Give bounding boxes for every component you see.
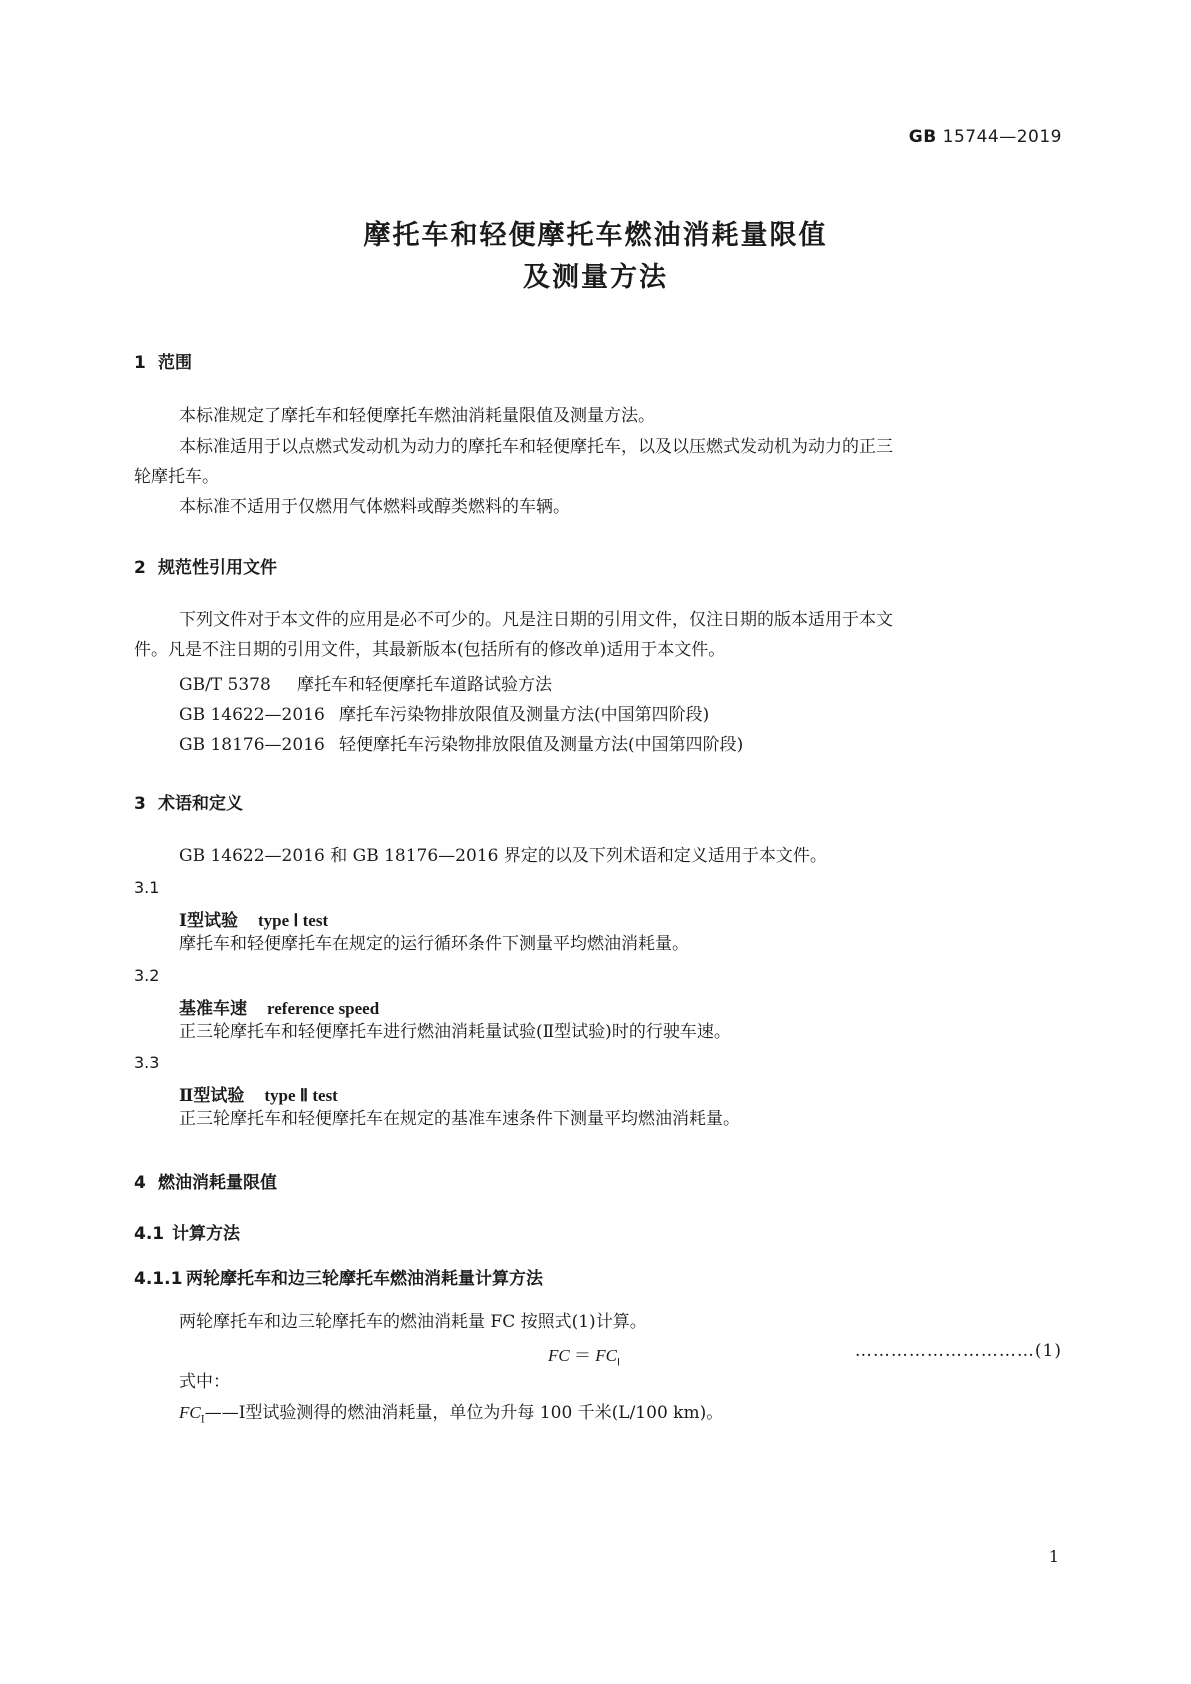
header-code: 15744—2019 [942, 127, 1062, 147]
section-title: 计算方法 [172, 1224, 240, 1244]
term-heading [179, 994, 379, 1019]
sec3-intro: GB 14622—2016 和 GB 18176—2016 界定的以及下列术语和定义适用于本文件。 [179, 846, 827, 866]
equation-rhs: FC [595, 1346, 617, 1365]
section-title: 两轮摩托车和边三轮摩托车燃油消耗量计算方法 [186, 1269, 543, 1289]
term-cn: 基准车速 [179, 999, 247, 1019]
reference-item [179, 730, 743, 755]
sec1-para-2a: 本标准适用于以点燃式发动机为动力的摩托车和轻便摩托车，以及以压燃式发动机为动力的正三 [179, 437, 893, 457]
section-3-heading [134, 789, 243, 814]
reference-title: 摩托车和轻便摩托车道路试验方法 [297, 675, 552, 695]
equation-equals: ＝ [573, 1346, 591, 1365]
sec2-para-1a: 下列文件对于本文件的应用是必不可少的。凡是注日期的引用文件，仅注日期的版本适用于本文 [179, 610, 893, 630]
term-definition: 正三轮摩托车和轻便摩托车在规定的基准车速条件下测量平均燃油消耗量。 [179, 1109, 740, 1129]
term-heading [179, 906, 328, 931]
section-title: 规范性引用文件 [158, 558, 277, 578]
variable-subscript: Ⅰ [200, 1414, 205, 1426]
term-heading [179, 1081, 338, 1106]
title-line-2: 及测量方法 [523, 262, 668, 293]
section-number: 4.1 [134, 1224, 165, 1244]
section-title: 燃油消耗量限值 [158, 1173, 277, 1193]
where-label: 式中： [179, 1372, 230, 1392]
sec2-para-1b: 件。凡是不注日期的引用文件，其最新版本(包括所有的修改单)适用于本文件。 [134, 640, 726, 660]
term-number: 3.1 [134, 878, 160, 897]
reference-code: GB 18176—2016 [179, 735, 325, 755]
equation-number: …………………………(1) [854, 1341, 1062, 1361]
variable-symbol: FC [179, 1403, 201, 1422]
sec1-para-2b: 轮摩托车。 [134, 467, 219, 487]
subsection-4-1-heading [134, 1219, 240, 1244]
section-4-heading [134, 1168, 277, 1193]
term-number: 3.3 [134, 1053, 160, 1072]
term-cn: Ⅱ型试验 [179, 1086, 245, 1106]
reference-title: 轻便摩托车污染物排放限值及测量方法(中国第四阶段) [339, 735, 744, 755]
section-number: 3 [134, 794, 146, 814]
section-number: 2 [134, 558, 146, 578]
section-1-heading [134, 348, 192, 373]
sec4-para-1: 两轮摩托车和边三轮摩托车的燃油消耗量 FC 按照式(1)计算。 [179, 1312, 647, 1332]
term-definition: 正三轮摩托车和轻便摩托车进行燃油消耗量试验(Ⅱ型试验)时的行驶车速。 [179, 1022, 731, 1042]
section-title: 范围 [158, 353, 192, 373]
term-cn: Ⅰ型试验 [179, 911, 238, 931]
term-definition: 摩托车和轻便摩托车在规定的运行循环条件下测量平均燃油消耗量。 [179, 934, 689, 954]
standard-code-header [909, 127, 1062, 147]
section-number: 4.1.1 [134, 1269, 183, 1289]
equation-subscript: Ⅰ [616, 1357, 620, 1369]
title-line-1: 摩托车和轻便摩托车燃油消耗量限值 [363, 220, 828, 251]
variable-description: ——Ⅰ型试验测得的燃油消耗量，单位为升每 100 千米(L/100 km)。 [204, 1403, 724, 1423]
equation-1 [548, 1341, 620, 1368]
variable-definition [179, 1397, 1104, 1435]
reference-title: 摩托车污染物排放限值及测量方法(中国第四阶段) [339, 705, 710, 725]
sec1-para-3: 本标准不适用于仅燃用气体燃料或醇类燃料的车辆。 [179, 497, 570, 517]
sec1-para-1: 本标准规定了摩托车和轻便摩托车燃油消耗量限值及测量方法。 [179, 406, 655, 426]
section-number: 4 [134, 1173, 146, 1193]
header-prefix: GB [908, 127, 937, 147]
term-number: 3.2 [134, 966, 160, 985]
reference-code: GB/T 5378 [179, 675, 271, 695]
reference-code: GB 14622—2016 [179, 705, 325, 725]
section-2-heading [134, 553, 277, 578]
term-en: type Ⅰ test [257, 911, 329, 930]
page-number: 1 [1048, 1547, 1059, 1566]
reference-item [179, 700, 709, 725]
term-en: type Ⅱ test [264, 1086, 338, 1105]
equation-lhs: FC [548, 1346, 570, 1365]
section-title: 术语和定义 [158, 794, 243, 814]
reference-item [179, 670, 552, 695]
subsection-4-1-1-heading [134, 1264, 543, 1289]
section-number: 1 [134, 353, 146, 373]
term-en: reference speed [267, 999, 380, 1018]
